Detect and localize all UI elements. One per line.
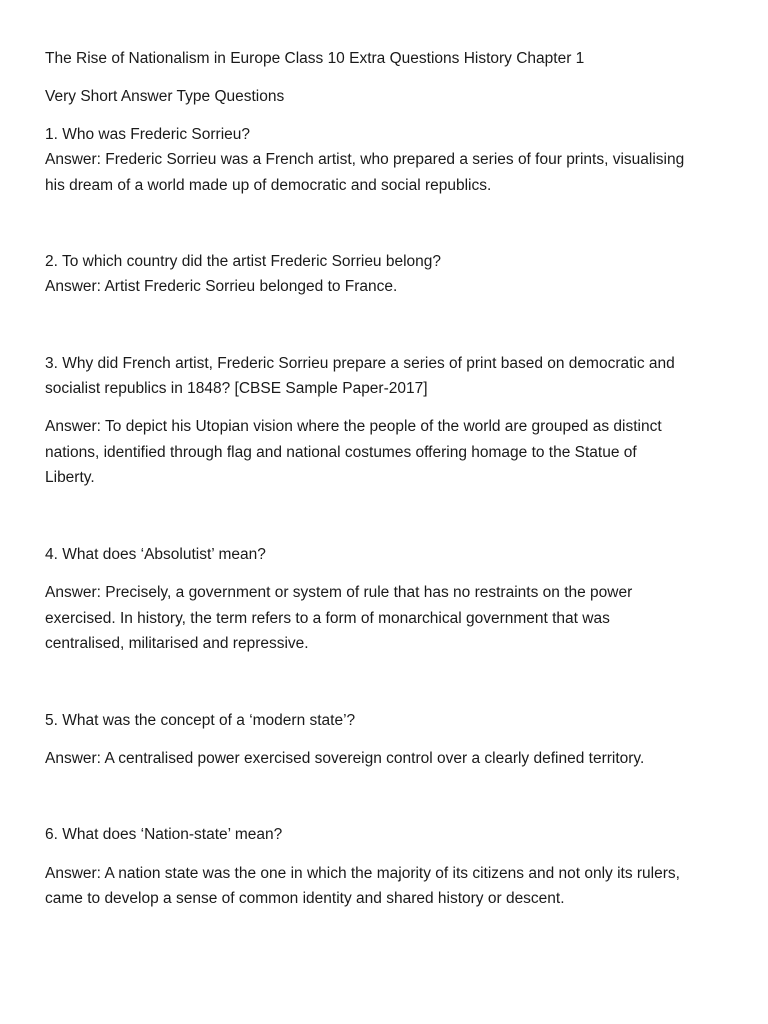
question-3-line-2: socialist republics in 1848? [CBSE Sample Paper-2017] — [45, 380, 428, 397]
answer-4-line-2: exercised. In history, the term refers to a form of monarchical government that was — [45, 610, 610, 627]
answer-1-line-1: Answer: Frederic Sorrieu was a French artist, who prepared a series of four prints, visualising — [45, 151, 685, 168]
answer-1-line-2: his dream of a world made up of democratic and social republics. — [45, 177, 492, 194]
question-3-line-1: 3. Why did French artist, Frederic Sorrieu prepare a series of print based on democratic and — [45, 355, 675, 372]
question-2: 2. To which country did the artist Frederic Sorrieu belong? — [45, 253, 442, 270]
question-5: 5. What was the concept of a ‘modern state’? — [45, 712, 356, 729]
answer-3-line-2: nations, identified through flag and national costumes offering homage to the Statue of — [45, 444, 637, 461]
question-4: 4. What does ‘Absolutist’ mean? — [45, 546, 266, 563]
document-title: The Rise of Nationalism in Europe Class 10 Extra Questions History Chapter 1 — [45, 50, 585, 67]
answer-6-line-2: came to develop a sense of common identity and shared history or descent. — [45, 890, 565, 907]
section-heading: Very Short Answer Type Questions — [45, 88, 285, 105]
question-1: 1. Who was Frederic Sorrieu? — [45, 126, 251, 143]
answer-5-line-1: Answer: A centralised power exercised sovereign control over a clearly defined territory. — [45, 750, 645, 767]
answer-3-line-1: Answer: To depict his Utopian vision where the people of the world are grouped as distinct — [45, 418, 662, 435]
answer-4-line-1: Answer: Precisely, a government or system of rule that has no restraints on the power — [45, 584, 633, 601]
answer-3-line-3: Liberty. — [45, 469, 95, 486]
answer-4-line-3: centralised, militarised and repressive. — [45, 635, 309, 652]
answer-6-line-1: Answer: A nation state was the one in which the majority of its citizens and not only its rulers, — [45, 865, 680, 882]
question-6: 6. What does ‘Nation-state’ mean? — [45, 826, 283, 843]
answer-2-line-1: Answer: Artist Frederic Sorrieu belonged to France. — [45, 278, 398, 295]
